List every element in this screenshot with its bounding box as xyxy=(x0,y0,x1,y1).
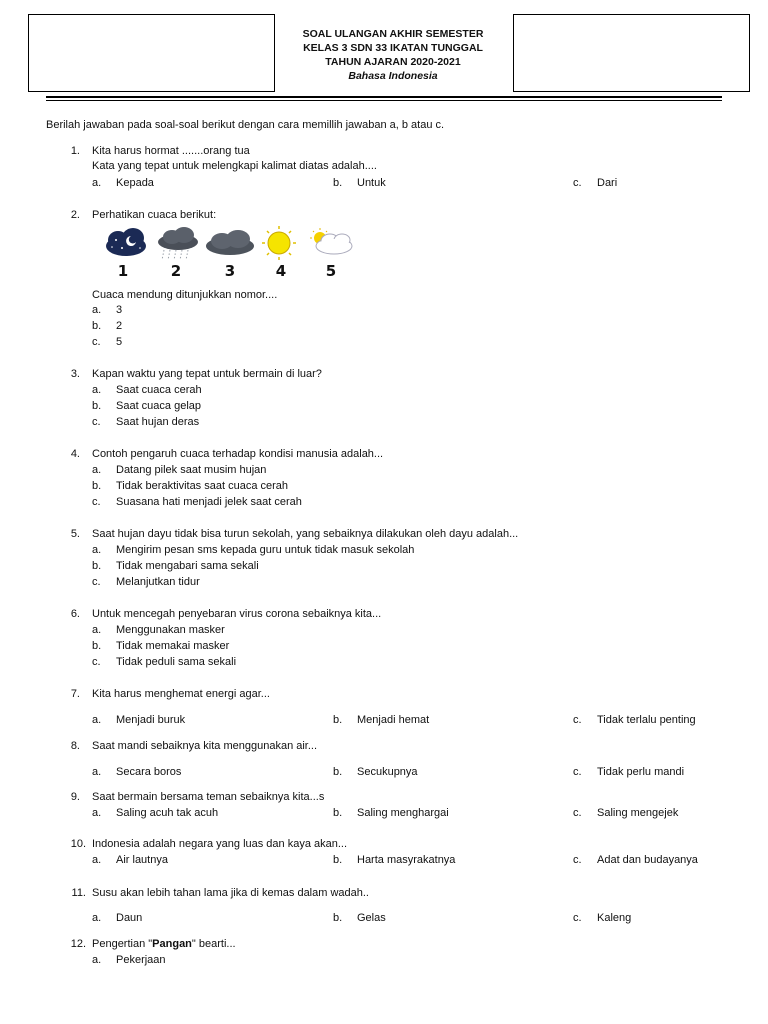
option-a: Saling acuh tak acuh xyxy=(116,807,219,819)
option-letter-c: c. xyxy=(573,714,582,726)
question-text: Kita harus hormat .......orang tua xyxy=(92,145,250,157)
header-divider-thin xyxy=(46,100,722,101)
option-letter-b: b. xyxy=(92,400,102,412)
option-c: Melanjutkan tidur xyxy=(116,576,200,588)
question-number: 6. xyxy=(70,608,80,620)
option-a: Pekerjaan xyxy=(116,954,166,966)
option-letter-a: a. xyxy=(92,954,102,966)
option-letter-b: b. xyxy=(333,807,343,819)
option-c: Tidak terlalu penting xyxy=(597,714,696,726)
option-a: Secara boros xyxy=(116,766,182,778)
option-c: Kaleng xyxy=(597,912,632,924)
question-text: Susu akan lebih tahan lama jika di kemas dalam wadah.. xyxy=(92,887,369,899)
option-c: Tidak peduli sama sekali xyxy=(116,656,237,668)
option-letter-a: a. xyxy=(92,766,102,778)
weather-label-1: 1 xyxy=(117,262,129,280)
option-letter-a: a. xyxy=(92,854,102,866)
option-letter-c: c. xyxy=(573,854,582,866)
sun-icon xyxy=(262,226,296,260)
question-text: Saat bermain bersama teman sebaiknya kita...s xyxy=(92,791,325,803)
question-number: 10. xyxy=(70,838,86,850)
option-letter-c: c. xyxy=(92,416,101,428)
rain-cloud-icon xyxy=(158,227,198,260)
document-header xyxy=(273,27,513,83)
option-letter-a: a. xyxy=(92,807,102,819)
question-number: 11. xyxy=(71,887,86,899)
header-box-right xyxy=(513,14,750,92)
question-text: Saat hujan dayu tidak bisa turun sekolah, yang sebaiknya dilakukan oleh dayu adalah... xyxy=(92,528,519,540)
option-letter-a: a. xyxy=(92,304,102,316)
option-c: Suasana hati menjadi jelek saat cerah xyxy=(116,496,302,508)
question-number: 12. xyxy=(70,938,86,950)
option-b: Tidak memakai masker xyxy=(116,640,230,652)
question-text: Contoh pengaruh cuaca terhadap kondisi manusia adalah... xyxy=(92,448,384,460)
option-b: Untuk xyxy=(357,177,386,189)
header-class: KELAS 3 SDN 33 IKATAN TUNGGAL xyxy=(303,42,483,54)
option-letter-c: c. xyxy=(92,576,101,588)
question-number: 1. xyxy=(70,145,80,157)
question-text: Kita harus menghemat energi agar... xyxy=(92,688,270,700)
question-keyword: Pangan xyxy=(152,938,192,950)
question-text: Untuk mencegah penyebaran virus corona sebaiknya kita... xyxy=(92,608,382,620)
option-letter-b: b. xyxy=(333,854,343,866)
question-number: 7. xyxy=(70,688,80,700)
option-b: Saat cuaca gelap xyxy=(116,400,202,412)
option-a: Datang pilek saat musim hujan xyxy=(116,464,267,476)
option-a: Daun xyxy=(116,912,143,924)
question-text xyxy=(92,937,236,951)
option-letter-a: a. xyxy=(92,177,102,189)
option-letter-a: a. xyxy=(92,714,102,726)
header-title: SOAL ULANGAN AKHIR SEMESTER xyxy=(302,28,484,40)
option-a: Menjadi buruk xyxy=(116,714,186,726)
question-text: Perhatikan cuaca berikut: xyxy=(92,209,217,221)
weather-label-4: 4 xyxy=(275,262,287,280)
weather-label-5: 5 xyxy=(325,262,337,280)
option-a: 3 xyxy=(116,304,123,316)
option-letter-b: b. xyxy=(333,177,343,189)
question-number: 4. xyxy=(70,448,80,460)
option-letter-c: c. xyxy=(573,807,582,819)
question-text: Indonesia adalah negara yang luas dan kaya akan... xyxy=(92,838,348,850)
option-a: Mengirim pesan sms kepada guru untuk tidak masuk sekolah xyxy=(116,544,415,556)
weather-label-3: 3 xyxy=(224,262,236,280)
option-letter-b: b. xyxy=(333,714,343,726)
option-c: Dari xyxy=(597,177,618,189)
option-c: 5 xyxy=(116,336,123,348)
option-letter-a: a. xyxy=(92,544,102,556)
option-letter-c: c. xyxy=(92,656,101,668)
option-b: Tidak beraktivitas saat cuaca cerah xyxy=(116,480,289,492)
option-letter-c: c. xyxy=(573,766,582,778)
question-text: Saat mandi sebaiknya kita menggunakan air... xyxy=(92,740,318,752)
question-text-post: " bearti... xyxy=(191,938,236,950)
question-text-2: Kata yang tepat untuk melengkapi kalimat diatas adalah.... xyxy=(92,160,377,172)
option-letter-b: b. xyxy=(333,912,343,924)
option-b: Secukupnya xyxy=(357,766,418,778)
partly-cloudy-icon xyxy=(310,228,352,254)
option-letter-b: b. xyxy=(92,480,102,492)
question-text-2: Cuaca mendung ditunjukkan nomor.... xyxy=(92,289,278,301)
question-number: 3. xyxy=(70,368,80,380)
instruction-text: Berilah jawaban pada soal-soal berikut dengan cara memillih jawaban a, b atau c. xyxy=(46,119,445,131)
option-b: Tidak mengabari sama sekali xyxy=(116,560,259,572)
question-text: Kapan waktu yang tepat untuk bermain di luar? xyxy=(92,368,322,380)
option-b: Menjadi hemat xyxy=(357,714,430,726)
option-letter-b: b. xyxy=(92,320,102,332)
option-letter-a: a. xyxy=(92,384,102,396)
option-letter-b: b. xyxy=(92,560,102,572)
option-letter-c: c. xyxy=(573,912,582,924)
option-letter-b: b. xyxy=(333,766,343,778)
weather-illustration xyxy=(100,226,360,280)
option-letter-b: b. xyxy=(92,640,102,652)
option-letter-a: a. xyxy=(92,464,102,476)
option-letter-c: c. xyxy=(92,336,101,348)
option-b: Harta masyrakatnya xyxy=(357,854,456,866)
header-box-left xyxy=(28,14,275,92)
option-c: Saling mengejek xyxy=(597,807,679,819)
question-number: 2. xyxy=(70,209,80,221)
option-a: Menggunakan masker xyxy=(116,624,225,636)
header-divider-thick xyxy=(46,96,722,98)
option-c: Adat dan budayanya xyxy=(597,854,698,866)
weather-label-2: 2 xyxy=(170,262,182,280)
question-number: 8. xyxy=(70,740,80,752)
option-letter-a: a. xyxy=(92,624,102,636)
option-c: Saat hujan deras xyxy=(116,416,200,428)
option-a: Saat cuaca cerah xyxy=(116,384,202,396)
cloudy-icon xyxy=(206,230,254,255)
header-subject: Bahasa Indonesia xyxy=(348,70,438,82)
option-a: Kepada xyxy=(116,177,154,189)
option-letter-a: a. xyxy=(92,912,102,924)
night-cloud-icon xyxy=(106,228,146,256)
header-year: TAHUN AJARAN 2020-2021 xyxy=(325,56,461,68)
option-letter-c: c. xyxy=(573,177,582,189)
option-letter-c: c. xyxy=(92,496,101,508)
question-number: 9. xyxy=(70,791,80,803)
question-number: 5. xyxy=(70,528,80,540)
question-text-pre: Pengertian " xyxy=(92,938,153,950)
option-b: Saling menghargai xyxy=(357,807,449,819)
option-a: Air lautnya xyxy=(116,854,168,866)
option-c: Tidak perlu mandi xyxy=(597,766,685,778)
option-b: 2 xyxy=(116,320,123,332)
option-b: Gelas xyxy=(357,912,386,924)
